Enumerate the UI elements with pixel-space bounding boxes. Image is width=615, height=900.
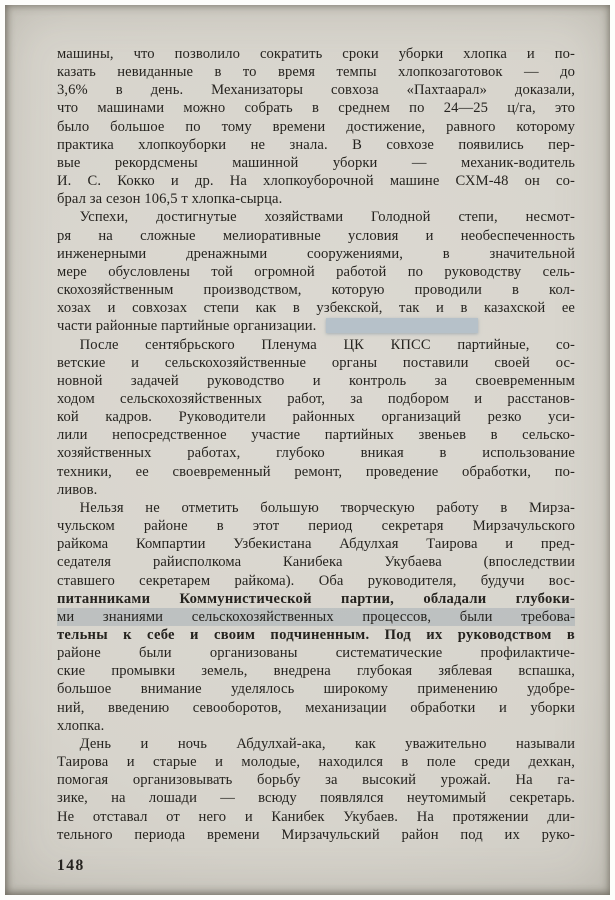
text-line: вые рекордсмены машинной уборки — механик-водитель (57, 154, 575, 171)
text-line: большое внимание уделялось широкому применению удобре- (57, 681, 575, 698)
text-line: хлопка. (57, 717, 105, 734)
paragraph (57, 499, 575, 735)
text-line: седателя райисполкома Канибека Укубаева (впоследствии (57, 554, 575, 571)
text-line: кой кадров. Руководители районных организаций резко уси- (57, 409, 575, 426)
text-line: ря на сложные мелиоративные условия и необеспеченность (57, 227, 575, 244)
text-line: инженерными дренажными сооружениями, в значительной (57, 245, 575, 262)
text-line: зике, на лошади — всюду появлялся неутомимый секретарь. (57, 790, 575, 807)
paragraph (57, 208, 575, 335)
text-line: хозах и совхозах степи как в узбекской, так и в казахской ее (57, 300, 575, 317)
text-line: мере обусловлены той огромной работой по руководству сель- (57, 263, 575, 280)
text-line: ходом сельскохозяйственных работ, за подбором и расстанов- (57, 390, 575, 407)
text-line: техники, ее своевременный ремонт, проведение обработки, по- (57, 463, 575, 480)
text-line: ливов. (57, 481, 98, 498)
paragraph (57, 45, 575, 208)
text-line: что машинами можно собрать в среднем по 24—25 ц/га, это (57, 100, 575, 117)
text-block (57, 45, 575, 875)
text-line: части районные партийные организации. (57, 317, 575, 335)
text-line: ми знаниями сельскохозяйственных процессов, были требова- (57, 608, 575, 625)
text-line: лили непосредственное участие партийных звеньев в сельско- (57, 427, 575, 444)
paragraph (57, 336, 575, 499)
text-line: чульском районе в этот период секретаря Мирзачульского (57, 518, 575, 535)
book-page (5, 5, 610, 895)
text-line: День и ночь Абдулхай-ака, как уважительно называли (79, 735, 575, 752)
text-line: новной задачей руководство и контроль за своевременным (57, 372, 575, 389)
text-line: помогая организовывать борьбу за высокий урожай. На га- (57, 772, 575, 789)
text-line: После сентябрьского Пленума ЦК КПСС партийные, со- (79, 336, 575, 353)
text-line: брал за сезон 106,5 т хлопка-сырца. (57, 191, 283, 208)
text-line: питанниками Коммунистической партии, обладали глубоки- (57, 590, 575, 607)
text-line: ний, введению севооборотов, механизации обработки и уборки (57, 699, 575, 716)
paragraph (57, 735, 575, 844)
text-line: машины, что позволило сократить сроки уборки хлопка и по- (57, 46, 575, 62)
text-line: тельны к себе и своим подчиненным. Под их руководством в (57, 627, 575, 643)
text-line: Не отставал от него и Канибек Укубаев. На протяжении дли- (57, 808, 575, 825)
text-line: ставшего секретарем райкома). Оба руководителя, будучи вос- (57, 572, 575, 589)
text-line: практика хлопкоуборки не знала. В совхозе появились пер- (57, 136, 575, 153)
text-line: ские промывки земель, внедрена глубокая зяблевая вспашка, (57, 663, 575, 680)
text-line: райкома Компартии Узбекистана Абдулхая Таирова и пред- (57, 536, 575, 553)
text-line: Успехи, достигнутые хозяйствами Голодной степи, несмот- (79, 209, 575, 226)
text-line: районе были организованы систематические профилактиче- (57, 645, 575, 662)
text-line: казать невиданные в то время темпы хлопкозаготовок — до (57, 64, 575, 81)
text-line: Нельзя не отметить большую творческую работу в Мирза- (79, 499, 575, 516)
text-line: тельного периода времени Мирзачульский район под их руко- (57, 826, 575, 843)
text-line: Таирова и старые и молодые, находился в поле среди дехкан, (57, 754, 575, 771)
text-line: хозяйственных работах, глубоко вникая в использование (57, 445, 575, 462)
scan-artifact-box (326, 318, 478, 333)
text-line: И. С. Кокко и др. На хлопкоуборочной машине СХМ-48 он со- (57, 173, 575, 190)
text-line: скохозяйственным производством, которую проводили в кол- (57, 282, 575, 299)
text-line: 3,6% в день. Механизаторы совхоза «Пахтаарал» доказали, (57, 82, 575, 99)
text-line: было большое по тому времени достижение, равного которому (57, 118, 575, 135)
text-line: ветские и сельскохозяйственные органы поставили своей ос- (57, 354, 575, 371)
page-number: 148 (57, 856, 85, 874)
